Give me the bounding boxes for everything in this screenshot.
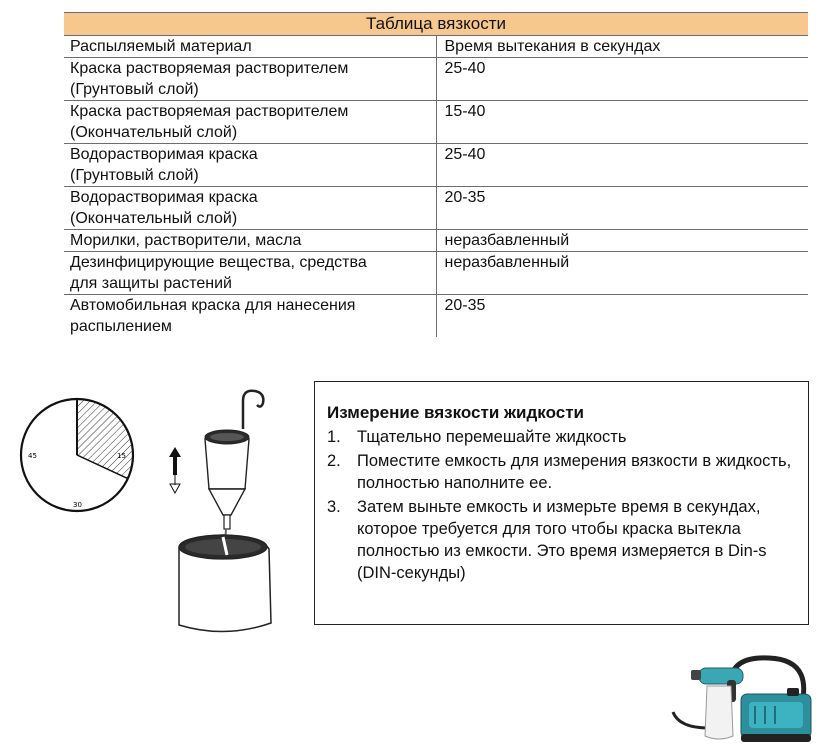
- stopwatch-icon: [18, 395, 136, 515]
- instructions-box: [314, 381, 809, 625]
- tick-15: 15: [117, 452, 126, 460]
- table-row: [64, 101, 808, 144]
- step-text: Затем выньте емкость и измерьте время в секундах, которое требуется для того чтобы краска вытекла полностью из емкости. Это время измеряется в Din-s (DIN-секунды): [357, 498, 767, 582]
- header-material: Распыляемый материал: [64, 36, 436, 58]
- material-line1: Дезинфицирующие вещества, средства: [70, 254, 367, 271]
- table-row: [64, 58, 808, 101]
- time-cell: 25-40: [436, 58, 808, 101]
- viscosity-cup-icon: [165, 387, 280, 639]
- material-cell: [64, 101, 436, 144]
- material-line2: (Окончательный слой): [70, 124, 238, 141]
- material-line1: Автомобильная краска для нанесения: [70, 297, 356, 314]
- time-cell: неразбавленный: [436, 230, 808, 252]
- instruction-step: [327, 450, 798, 494]
- instructions-title: Измерение вязкости жидкости: [327, 403, 584, 422]
- material-line2: распылением: [70, 318, 172, 335]
- step-text: Тщательно перемешайте жидкость: [357, 428, 627, 446]
- step-number: 3.: [327, 498, 341, 516]
- table-row: [64, 295, 808, 338]
- material-cell: [64, 230, 436, 252]
- table-title: Таблица вязкости: [64, 13, 808, 36]
- material-line1: Краска растворяемая растворителем: [70, 103, 349, 120]
- material-cell: [64, 187, 436, 230]
- time-cell: 20-35: [436, 187, 808, 230]
- time-cell: 20-35: [436, 295, 808, 338]
- instruction-step: [327, 426, 798, 448]
- material-cell: [64, 252, 436, 295]
- material-cell: [64, 144, 436, 187]
- table-title-row: [64, 13, 808, 36]
- step-number: 2.: [327, 452, 341, 470]
- time-cell: 25-40: [436, 144, 808, 187]
- tick-30: 30: [73, 501, 82, 509]
- instruction-step: [327, 496, 798, 584]
- time-cell: 15-40: [436, 101, 808, 144]
- viscosity-table: [64, 12, 808, 337]
- material-line1: Краска растворяемая растворителем: [70, 60, 349, 77]
- material-line2: (Грунтовый слой): [70, 167, 199, 184]
- table-row: [64, 144, 808, 187]
- up-down-arrow-icon: [169, 447, 181, 493]
- time-cell: неразбавленный: [436, 252, 808, 295]
- material-line1: Морилки, растворители, масла: [70, 232, 302, 249]
- instructions-list: [327, 426, 798, 584]
- material-cell: [64, 58, 436, 101]
- material-line1: Водорастворимая краска: [70, 146, 258, 163]
- paint-sprayer-icon: [669, 650, 819, 750]
- step-text: Поместите емкость для измерения вязкости в жидкость, полностью наполните ее.: [357, 452, 792, 492]
- material-cell: [64, 295, 436, 338]
- table-row: [64, 252, 808, 295]
- material-line1: Водорастворимая краска: [70, 189, 258, 206]
- header-time: Время вытекания в секундах: [436, 36, 808, 58]
- table-header-row: [64, 36, 808, 58]
- step-number: 1.: [327, 428, 341, 446]
- material-line2: (Грунтовый слой): [70, 81, 199, 98]
- tick-45: 45: [28, 452, 37, 460]
- material-line2: (Окончательный слой): [70, 210, 238, 227]
- table-row: [64, 187, 808, 230]
- material-line2: для защиты растений: [70, 275, 232, 292]
- table-row: [64, 230, 808, 252]
